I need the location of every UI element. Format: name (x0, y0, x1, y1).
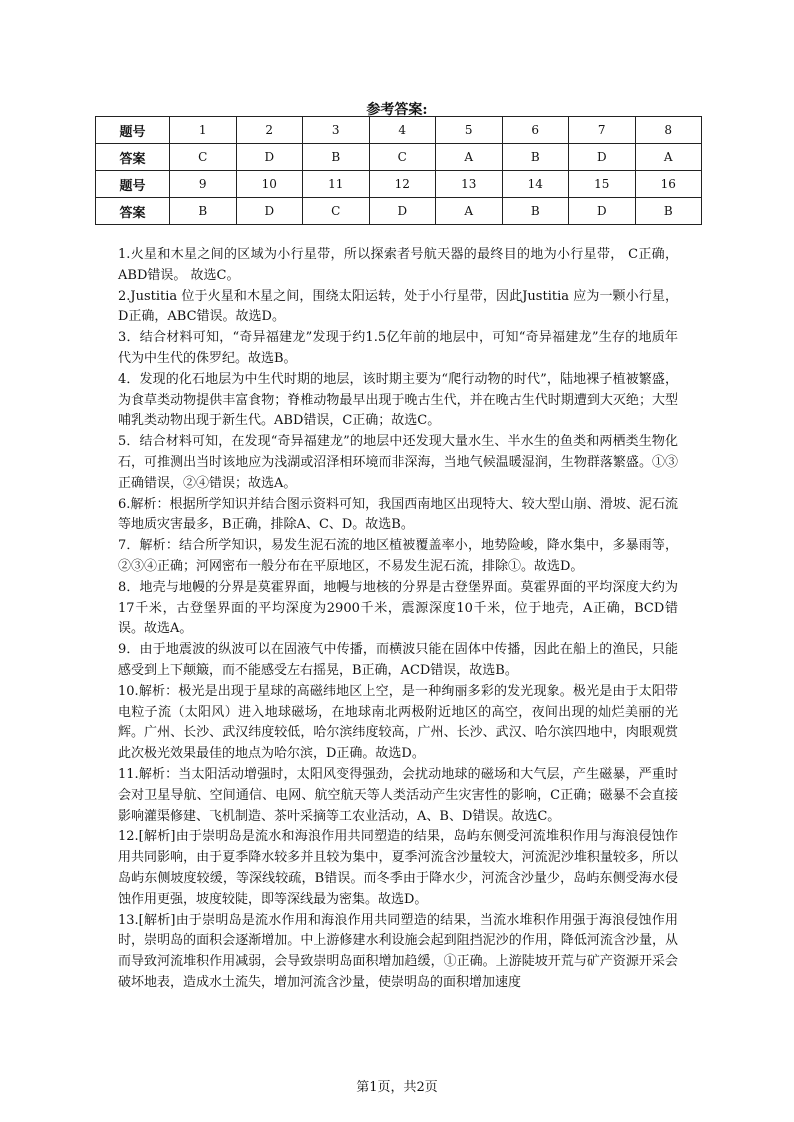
explanation-paragraph: 12.[解析]由于崇明岛是流水和海浪作用共同塑造的结果，岛屿东侧受河流堆积作用与海浪侵蚀作用共同影响，由于夏季降水较多并且较为集中，夏季河流含沙量较大，河流泥沙堆积量较多，所以岛屿东侧坡度较缓，等深线较疏，B错误。而冬季由于降水少，河流含沙量少，岛屿东侧受海水侵蚀作用更强，坡度较陡，即等深线最为密集。故选D。 (118, 829, 678, 907)
answer-cell: A (436, 144, 503, 171)
explanation-paragraph: 13.[解析]由于崇明岛是流水作用和海浪作用共同塑造的结果，当流水堆积作用强于海浪侵蚀作用时，崇明岛的面积会逐渐增加。中上游修建水利设施会起到阻挡泥沙的作用，降低河流含沙量，从而导致河流堆积作用减弱，会导致崇明岛面积增加趋缓，①正确。上游陡坡开荒与矿产资源开采会破坏地表，造成水土流失，增加河流含沙量，使崇明岛的面积增加速度 (118, 912, 678, 990)
explanation-paragraph: 7．解析：结合所学知识，易发生泥石流的地区植被覆盖率小，地势险峻，降水集中，多暴雨等，②③④正确；河网密布一般分布在平原地区，不易发生泥石流，排除①。故选D。 (118, 538, 678, 574)
explanation-paragraph: 10.解析：极光是出现于星球的高磁纬地区上空，是一种绚丽多彩的发光现象。极光是由于太阳带电粒子流（太阳风）进入地球磁场，在地球南北两极附近地区的高空，夜间出现的灿烂美丽的光辉。广州、长沙、武汉纬度较低，哈尔滨纬度较高，广州、长沙、武汉、哈尔滨四地中，肉眼观赏此次极光效果最佳的地点为哈尔滨，D正确。故选D。 (118, 683, 678, 762)
explanations (118, 245, 678, 994)
explanation-paragraph: 1.火星和木星之间的区域为小行星带，所以探索者号航天器的最终目的地为小行星带， C正确， ABD错误。 故选C。 (118, 247, 678, 283)
explanation-paragraph: 6.解析：根据所学知识并结合图示资料可知，我国西南地区出现特大、较大型山崩、滑坡、泥石流等地质灾害最多，B正确，排除A、C、D。故选B。 (118, 496, 678, 533)
explanation-paragraph: 8．地壳与地幔的分界是莫霍界面，地幔与地核的分界是古登堡界面。莫霍界面的平均深度大约为17千米，古登堡界面的平均深度为2900千米，震源深度10千米，位于地壳，A正确，BCD错误。故选A。 (118, 579, 678, 637)
question-number: 10 (236, 171, 303, 198)
answer-header: 答案 (96, 198, 170, 225)
question-number: 14 (502, 171, 569, 198)
question-number: 11 (303, 171, 370, 198)
answer-cell: A (635, 144, 702, 171)
answer-cell: A (436, 198, 503, 225)
question-number: 6 (502, 117, 569, 144)
explanation-paragraph: 2.Justitia 位于火星和木星之间，围绕太阳运转，处于小行星带，因此Justitia 应为一颗小行星，D正确，ABC错误。故选D。 (118, 288, 678, 325)
question-number: 12 (369, 171, 436, 198)
question-number-header: 题号 (96, 171, 170, 198)
question-number: 8 (635, 117, 702, 144)
answer-cell: B (635, 198, 702, 225)
answer-cell: D (236, 144, 303, 171)
answer-cell: C (170, 144, 237, 171)
answer-cell: D (236, 198, 303, 225)
explanation-paragraph: 4．发现的化石地层为中生代时期的地层，该时期主要为“爬行动物的时代”，陆地裸子植被繁盛，为食草类动物提供丰富食物；脊椎动物最早出现于晚古生代，并在晚古生代时期遭到大灭绝；大型哺乳类动物出现于新生代。ABD错误，C正确；故选C。 (118, 371, 678, 429)
question-number: 16 (635, 171, 702, 198)
question-number: 2 (236, 117, 303, 144)
answer-table (95, 116, 702, 225)
answer-cell: C (369, 144, 436, 171)
answer-cell: B (303, 144, 370, 171)
question-number: 15 (569, 171, 636, 198)
page-title: 参考答案: (366, 102, 428, 118)
answer-header: 答案 (96, 144, 170, 171)
question-number: 13 (436, 171, 503, 198)
explanation-paragraph: 9．由于地震波的纵波可以在固液气中传播，而横波只能在固体中传播，因此在船上的渔民，只能感受到上下颠簸，而不能感受左右摇晃，B正确，ACD错误，故选B。 (118, 642, 678, 678)
explanation-paragraph: 11.解析：当太阳活动增强时，太阳风变得强劲，会扰动地球的磁场和大气层，产生磁暴，严重时会对卫星导航、空间通信、电网、航空航天等人类活动产生灾害性的影响，C正确；磁暴不会直接影响灌渠修建、飞机制造、茶叶采摘等工农业活动，A、B、D错误。故选C。 (118, 766, 678, 824)
answer-cell: C (303, 198, 370, 225)
question-number: 5 (436, 117, 503, 144)
explanation-paragraph: 3．结合材料可知，“奇异福建龙”发现于约1.5亿年前的地层中，可知“奇异福建龙”生存的地质年代为中生代的侏罗纪。故选B。 (118, 330, 678, 366)
answer-cell: B (170, 198, 237, 225)
question-number-header: 题号 (96, 117, 170, 144)
answer-cell: D (569, 198, 636, 225)
answer-cell: B (502, 144, 569, 171)
table-row (96, 144, 702, 171)
question-number: 1 (170, 117, 237, 144)
table-row (96, 171, 702, 198)
question-number: 3 (303, 117, 370, 144)
page-footer: 第1页，共2页 (356, 1080, 438, 1095)
answer-cell: B (502, 198, 569, 225)
answer-cell: D (569, 144, 636, 171)
table-row (96, 198, 702, 225)
question-number: 7 (569, 117, 636, 144)
explanation-paragraph: 5．结合材料可知，在发现“奇异福建龙”的地层中还发现大量水生、半水生的鱼类和两栖类生物化石，可推测出当时该地应为浅湖或沼泽相环境而非深海，当地气候温暖湿润，生物群落繁盛。①③正确错误，②④错误；故选A。 (118, 434, 678, 491)
question-number: 9 (170, 171, 237, 198)
table-row (96, 117, 702, 144)
question-number: 4 (369, 117, 436, 144)
answer-cell: D (369, 198, 436, 225)
